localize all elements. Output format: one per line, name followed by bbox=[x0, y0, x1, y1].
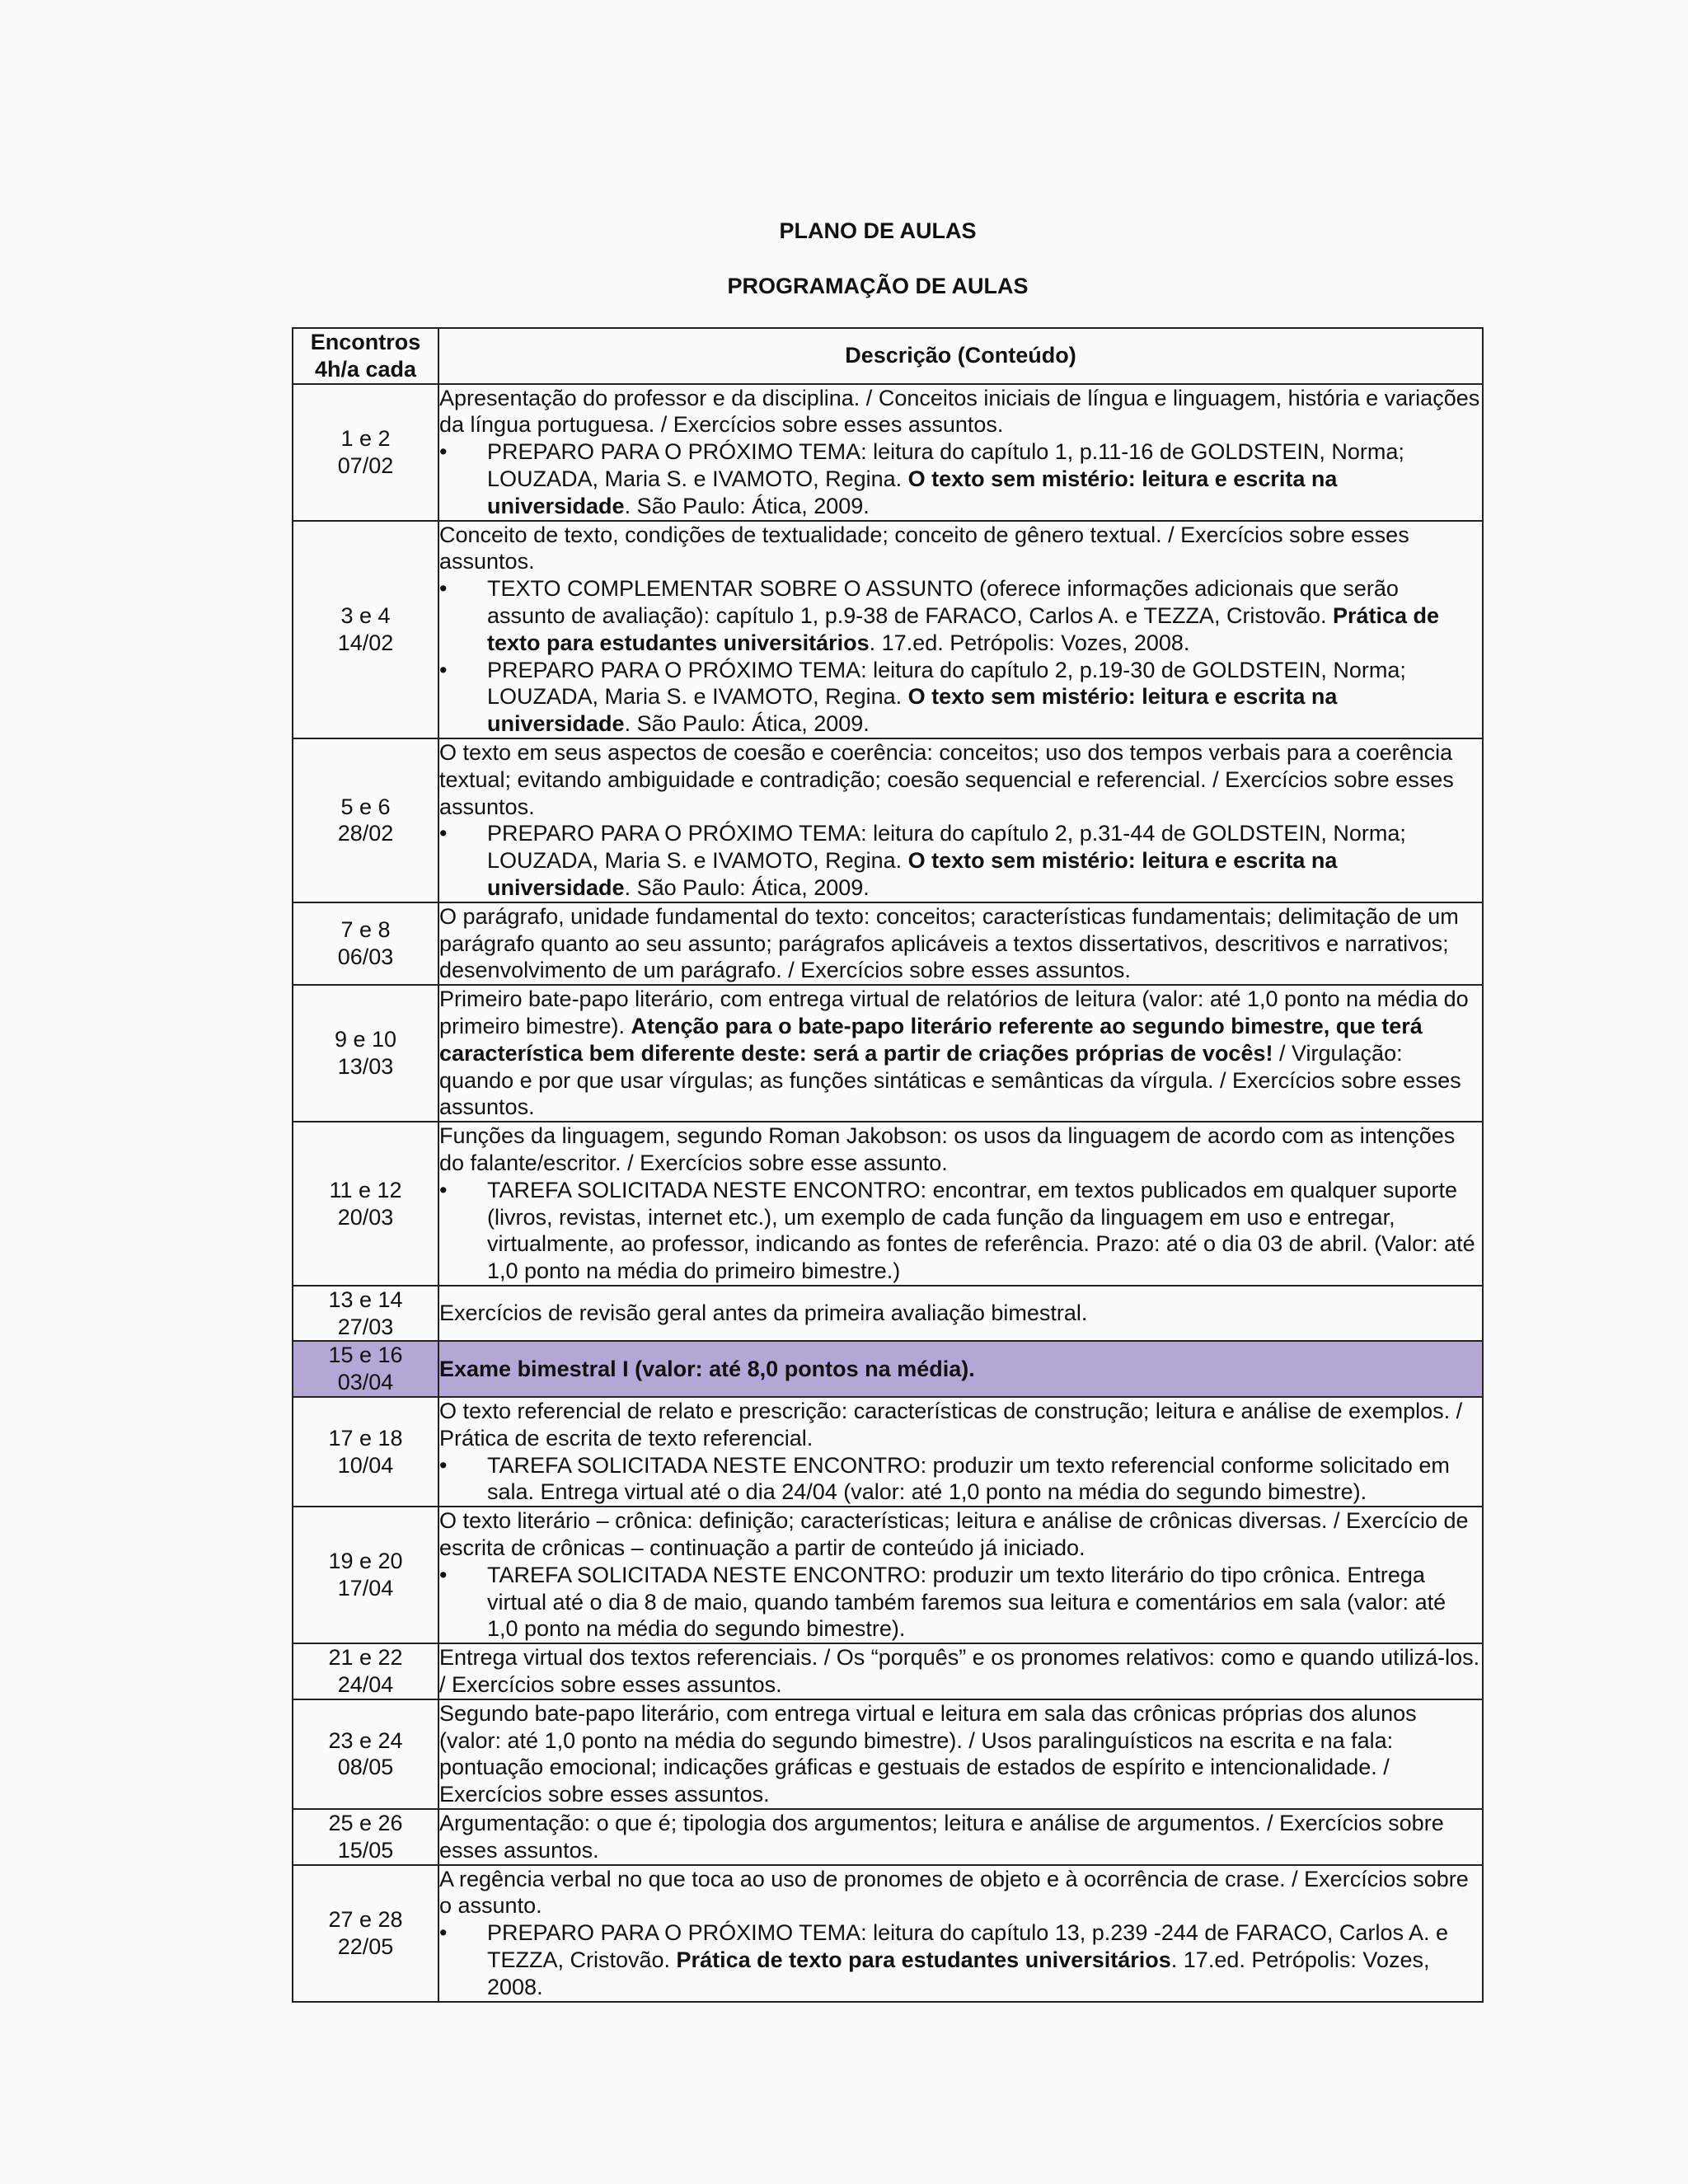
description-text-end: / Virgulação: quando e por que usar vírgulas; as funções sintáticas e semânticas da vírgula. / Exercícios sobre esses assuntos. bbox=[439, 1040, 1461, 1120]
encounter-date: 17/04 bbox=[337, 1576, 394, 1601]
bullet-text: TAREFA SOLICITADA NESTE ENCONTRO: produzir um texto literário do tipo crônica. Entrega virtual até o dia 8 de maio, quando também faremos sua leitura e comentários em sala (valor: até 1,0 ponto na média do segundo bimestre). bbox=[487, 1562, 1447, 1642]
encounter-date: 24/04 bbox=[337, 1672, 394, 1698]
bullet-text: PREPARO PARA O PRÓXIMO TEMA: leitura do capítulo 2, p.19-30 de GOLDSTEIN, Norma; LOUZADA, Maria S. e IVAMOTO, Regina. bbox=[487, 657, 1406, 710]
encounter-number: 11 e 12 bbox=[329, 1177, 402, 1202]
header-encontros bbox=[293, 328, 438, 384]
encounter-date: 13/03 bbox=[337, 1054, 394, 1080]
encounter-date: 15/05 bbox=[337, 1837, 394, 1863]
table-row bbox=[293, 1643, 1483, 1699]
description-text: O texto em seus aspectos de coesão e coerência: conceitos; uso dos tempos verbais para a coerência textual; evitando ambiguidade e contradição; coesão sequencial e referencial. / Exercícios sobre esses assuntos. bbox=[439, 739, 1454, 819]
encounter-date: 10/04 bbox=[337, 1452, 394, 1478]
bullet-text-end: . São Paulo: Ática, 2009. bbox=[624, 874, 870, 900]
description-cell bbox=[438, 1286, 1483, 1342]
encounter-date: 08/05 bbox=[337, 1755, 394, 1780]
schedule-table bbox=[292, 327, 1484, 2003]
description-cell bbox=[438, 738, 1483, 902]
bullet-text-end: . São Paulo: Ática, 2009. bbox=[624, 711, 870, 737]
encounter-date: 20/03 bbox=[337, 1204, 394, 1230]
bullet-list bbox=[439, 1919, 1482, 2000]
description-text: O parágrafo, unidade fundamental do texto: conceitos; características fundamentais; delimitação de um parágrafo quanto ao seu assunto; parágrafos aplicáveis a textos dissertativos, descritivos e narrativos; desenvolvimento de um parágrafo. / Exercícios sobre esses assuntos. bbox=[439, 903, 1459, 983]
encounter-cell bbox=[293, 1809, 438, 1865]
encounter-date: 07/02 bbox=[337, 452, 394, 478]
encounter-date: 22/05 bbox=[337, 1933, 394, 1959]
table-row bbox=[293, 384, 1483, 521]
encounter-number: 15 e 16 bbox=[328, 1343, 403, 1368]
bullet-list bbox=[439, 1452, 1482, 1507]
description-cell bbox=[438, 1341, 1483, 1397]
description-text: Funções da linguagem, segundo Roman Jakobson: os usos da linguagem de acordo com as intenções do falante/escritor. / Exercícios sobre esse assunto. bbox=[439, 1123, 1456, 1175]
encounter-cell bbox=[293, 738, 438, 902]
table-row-exam bbox=[293, 1341, 1483, 1397]
bullet-item bbox=[487, 1919, 1482, 2000]
bullet-list bbox=[439, 1177, 1482, 1285]
encounter-cell bbox=[293, 1122, 438, 1286]
header-descricao: Descrição (Conteúdo) bbox=[438, 328, 1483, 384]
description-cell bbox=[438, 1507, 1483, 1643]
description-cell bbox=[438, 1122, 1483, 1286]
bullet-bold-text: O texto sem mistério: leitura e escrita na universidade bbox=[487, 684, 1338, 737]
table-row bbox=[293, 902, 1483, 985]
description-bold-text: Atenção para o bate-papo literário referente ao segundo bimestre, que terá característica bem diferente deste: será a partir de criações próprias de vocês! bbox=[439, 1013, 1423, 1066]
bullet-item bbox=[487, 1452, 1482, 1507]
bullet-item bbox=[487, 575, 1482, 656]
description-text: O texto literário – crônica: definição; características; leitura e análise de crônicas diversas. / Exercício de escrita de crônicas – continuação a partir de conteúdo já iniciado. bbox=[439, 1508, 1469, 1561]
encounter-cell bbox=[293, 985, 438, 1122]
table-row bbox=[293, 1507, 1483, 1643]
encounter-cell bbox=[293, 521, 438, 738]
document-subtitle: PROGRAMAÇÃO DE AULAS bbox=[727, 274, 1029, 298]
bullet-item bbox=[487, 820, 1482, 901]
description-cell bbox=[438, 985, 1483, 1122]
encounter-cell bbox=[293, 1643, 438, 1699]
bullet-list bbox=[439, 438, 1482, 519]
table-row bbox=[293, 1809, 1483, 1865]
description-text: Apresentação do professor e da disciplina. / Conceitos iniciais de língua e linguagem, história e variações da língua portuguesa. / Exercícios sobre esses assuntos. bbox=[439, 385, 1480, 438]
header-encontros-line2: 4h/a cada bbox=[314, 356, 417, 382]
bullet-text: TAREFA SOLICITADA NESTE ENCONTRO: encontrar, em textos publicados em qualquer suporte (livros, revistas, internet etc.), um exemplo de cada função da linguagem em uso e entregar, virtualmente, ao professor, indicando as fontes de referência. Prazo: até o dia 03 de abril. (Valor: até 1,0 ponto na média do primeiro bimestre.) bbox=[487, 1177, 1475, 1284]
description-cell bbox=[438, 902, 1483, 985]
table-row bbox=[293, 1397, 1483, 1507]
encounter-number: 3 e 4 bbox=[340, 602, 391, 628]
encounter-number: 9 e 10 bbox=[334, 1027, 397, 1052]
description-text: Argumentação: o que é; tipologia dos argumentos; leitura e análise de argumentos. / Exercícios sobre esses assuntos. bbox=[439, 1811, 1444, 1863]
encounter-date: 14/02 bbox=[337, 630, 394, 655]
encounter-date: 03/04 bbox=[337, 1370, 394, 1395]
bullet-text-end: . 17.ed. Petrópolis: Vozes, 2008. bbox=[487, 1947, 1430, 1999]
encounter-cell bbox=[293, 1507, 438, 1643]
description-cell bbox=[438, 1643, 1483, 1699]
table-row bbox=[293, 738, 1483, 902]
bullet-list bbox=[439, 820, 1482, 901]
table-row bbox=[293, 1865, 1483, 2002]
encounter-number: 5 e 6 bbox=[340, 794, 391, 819]
bullet-bold-text: Prática de texto para estudantes universitários bbox=[676, 1947, 1171, 1973]
encounter-cell bbox=[293, 1865, 438, 2002]
description-text: O texto referencial de relato e prescrição: características de construção; leitura e análise de exemplos. / Prática de escrita de texto referencial. bbox=[439, 1399, 1463, 1451]
description-cell bbox=[438, 384, 1483, 521]
encounter-number: 17 e 18 bbox=[328, 1425, 403, 1451]
bullet-text: PREPARO PARA O PRÓXIMO TEMA: leitura do capítulo 13, p.239 -244 de FARACO, Carlos A. e TEZZA, Cristovão. bbox=[487, 1920, 1448, 1973]
bullet-list bbox=[439, 575, 1482, 738]
table-row bbox=[293, 521, 1483, 738]
bullet-item bbox=[487, 1177, 1482, 1285]
encounter-number: 21 e 22 bbox=[328, 1645, 403, 1671]
bullet-item bbox=[487, 438, 1482, 519]
encounter-number: 19 e 20 bbox=[328, 1549, 403, 1574]
encounter-cell bbox=[293, 902, 438, 985]
bullet-list bbox=[439, 1562, 1482, 1643]
encounter-number: 27 e 28 bbox=[328, 1906, 403, 1932]
bullet-bold-text: O texto sem mistério: leitura e escrita na universidade bbox=[487, 466, 1338, 518]
document-title: PLANO DE AULAS bbox=[779, 218, 977, 243]
encounter-date: 06/03 bbox=[337, 944, 394, 969]
description-text: Segundo bate-papo literário, com entrega virtual e leitura em sala das crônicas próprias dos alunos (valor: até 1,0 ponto na média do segundo bimestre). / Usos paralinguísticos na escrita e na fala: pontuação emocional; indicações gráficas e gestuais de estados de espírito e intencionalidade. / Exercícios sobre esses assuntos. bbox=[439, 1700, 1417, 1807]
table-row bbox=[293, 1122, 1483, 1286]
encounter-cell bbox=[293, 1397, 438, 1507]
encounter-number: 7 e 8 bbox=[340, 917, 391, 943]
description-text: Exame bimestral I (valor: até 8,0 pontos na média). bbox=[439, 1356, 975, 1381]
encounter-number: 13 e 14 bbox=[328, 1286, 403, 1312]
bullet-text: PREPARO PARA O PRÓXIMO TEMA: leitura do capítulo 2, p.31-44 de GOLDSTEIN, Norma; LOUZADA, Maria S. e IVAMOTO, Regina. bbox=[487, 821, 1406, 874]
description-text: A regência verbal no que toca ao uso de pronomes de objeto e à ocorrência de crase. / Exercícios sobre o assunto. bbox=[439, 1866, 1469, 1919]
encounter-number: 1 e 2 bbox=[340, 425, 391, 451]
description-text: Entrega virtual dos textos referenciais. / Os “porquês” e os pronomes relativos: como e quando utilizá-los. / Exercícios sobre esses assuntos. bbox=[439, 1645, 1480, 1698]
description-cell bbox=[438, 521, 1483, 738]
bullet-text: TEXTO COMPLEMENTAR SOBRE O ASSUNTO (oferece informações adicionais que serão assunto de avaliação): capítulo 1, p.9-38 de FARACO, Carlos A. e TEZZA, Cristovão. bbox=[487, 576, 1399, 628]
description-cell bbox=[438, 1699, 1483, 1809]
description-cell bbox=[438, 1397, 1483, 1507]
bullet-text: PREPARO PARA O PRÓXIMO TEMA: leitura do capítulo 1, p.11-16 de GOLDSTEIN, Norma; LOUZADA, Maria S. e IVAMOTO, Regina. bbox=[487, 439, 1404, 491]
bullet-item bbox=[487, 1562, 1482, 1643]
description-cell bbox=[438, 1865, 1483, 2002]
encounter-date: 27/03 bbox=[337, 1314, 394, 1339]
encounter-number: 23 e 24 bbox=[328, 1727, 403, 1753]
bullet-bold-text: O texto sem mistério: leitura e escrita na universidade bbox=[487, 848, 1338, 900]
description-cell bbox=[438, 1809, 1483, 1865]
header-encontros-line1: Encontros bbox=[310, 330, 421, 354]
bullet-text-end: . 17.ed. Petrópolis: Vozes, 2008. bbox=[869, 630, 1190, 655]
bullet-bold-text: Prática de texto para estudantes universitários bbox=[487, 602, 1440, 655]
bullet-text: TAREFA SOLICITADA NESTE ENCONTRO: produzir um texto referencial conforme solicitado em sala. Entrega virtual até o dia 24/04 (valor: até 1,0 ponto na média do segundo bimestre). bbox=[487, 1452, 1450, 1505]
description-text: Primeiro bate-papo literário, com entrega virtual de relatórios de leitura (valor: até 1,0 ponto na média do primeiro bimestre). bbox=[439, 987, 1469, 1038]
table-header-row bbox=[293, 328, 1483, 384]
table-row bbox=[293, 985, 1483, 1122]
encounter-date: 28/02 bbox=[337, 821, 394, 846]
description-text: Exercícios de revisão geral antes da primeira avaliação bimestral. bbox=[439, 1301, 1088, 1326]
table-row bbox=[293, 1699, 1483, 1809]
encounter-cell bbox=[293, 1286, 438, 1342]
encounter-cell bbox=[293, 1341, 438, 1397]
description-text: Conceito de texto, condições de textualidade; conceito de gênero textual. / Exercícios sobre esses assuntos. bbox=[439, 522, 1409, 574]
table-row bbox=[293, 1286, 1483, 1342]
encounter-cell bbox=[293, 384, 438, 521]
bullet-text-end: . São Paulo: Ática, 2009. bbox=[624, 493, 870, 518]
bullet-item bbox=[487, 657, 1482, 738]
encounter-number: 25 e 26 bbox=[328, 1811, 403, 1836]
encounter-cell bbox=[293, 1699, 438, 1809]
